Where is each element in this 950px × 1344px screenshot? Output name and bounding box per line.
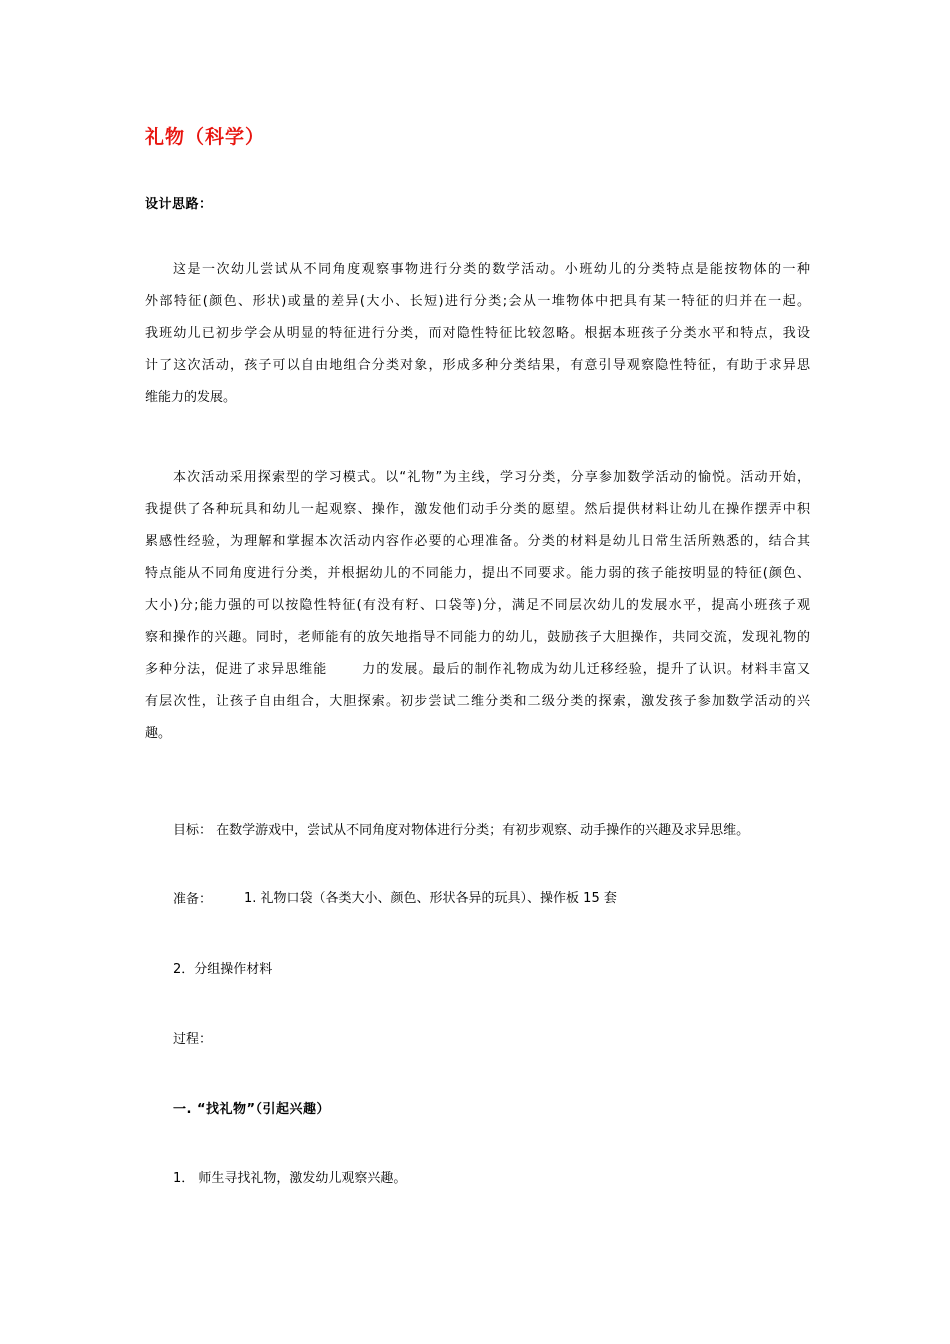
prep-item-2: 2．分组操作材料	[173, 962, 273, 977]
paragraph-line: 察和操作的兴趣。同时，老师能有的放矢地指导不同能力的幼儿，鼓励孩子大胆操作，共同交流，发现礼物的	[145, 630, 810, 645]
document-title: 礼物（科学）	[145, 126, 266, 148]
step-1: 1． 师生寻找礼物，激发幼儿观察兴趣。	[173, 1171, 407, 1186]
paragraph-line: 这是一次幼儿尝试从不同角度观察事物进行分类的数学活动。小班幼儿的分类特点是能按物体的一种	[173, 262, 810, 277]
paragraph-line: 特点能从不同角度进行分类，并根据幼儿的不同能力，提出不同要求。能力弱的孩子能按明显的特征(颜色、	[145, 566, 810, 581]
paragraph-line: 我提供了各种玩具和幼儿一起观察、操作，激发他们动手分类的愿望。然后提供材料让幼儿在操作摆弄中积	[145, 502, 810, 517]
paragraph-line: 累感性经验，为理解和掌握本次活动内容作必要的心理准备。分类的材料是幼儿日常生活所熟悉的，结合其	[145, 534, 810, 549]
prep-label: 准备：	[173, 892, 213, 907]
paragraph-line: 大小)分;能力强的可以按隐性特征(有没有籽、口袋等)分，满足不同层次幼儿的发展水平，提高小班孩子观	[145, 598, 810, 613]
paragraph-design-1	[145, 254, 810, 414]
process-label: 过程：	[173, 1032, 213, 1047]
paragraph-line: 我班幼儿已初步学会从明显的特征进行分类，而对隐性特征比较忽略。根据本班孩子分类水平和特点，我设	[145, 326, 810, 341]
paragraph-line: 本次活动采用探索型的学习模式。以“礼物”为主线，学习分类，分享参加数学活动的愉悦。活动开始，	[173, 470, 810, 485]
paragraph-line: 外部特征(颜色、形状)或量的差异(大小、长短)进行分类;会从一堆物体中把具有某一特征的归并在一起。	[145, 294, 810, 309]
paragraph-line: 维能力的发展。	[145, 390, 237, 405]
paragraph-line: 有层次性，让孩子自由组合，大胆探索。初步尝试二维分类和二级分类的探索，激发孩子参加数学活动的兴	[145, 694, 810, 709]
line-part-a: 多种分法，促进了求异思维能	[145, 662, 328, 677]
prep-item-1: 1. 礼物口袋（各类大小、颜色、形状各异的玩具）、操作板 15 套	[244, 891, 617, 906]
paragraph-line-split	[145, 654, 810, 686]
goal-text: 目标： 在数学游戏中，尝试从不同角度对物体进行分类；有初步观察、动手操作的兴趣及求异思维。	[173, 823, 750, 838]
section-1-heading: 一. “找礼物”（引起兴趣）	[173, 1102, 331, 1117]
design-heading: 设计思路：	[145, 197, 213, 212]
paragraph-line: 趣。	[145, 726, 172, 741]
paragraph-line: 计了这次活动，孩子可以自由地组合分类对象，形成多种分类结果，有意引导观察隐性特征，有助于求异思	[145, 358, 810, 373]
line-part-b: 力的发展。最后的制作礼物成为幼儿迁移经验，提升了认识。材料丰富又	[361, 662, 810, 677]
paragraph-design-2	[145, 462, 810, 750]
